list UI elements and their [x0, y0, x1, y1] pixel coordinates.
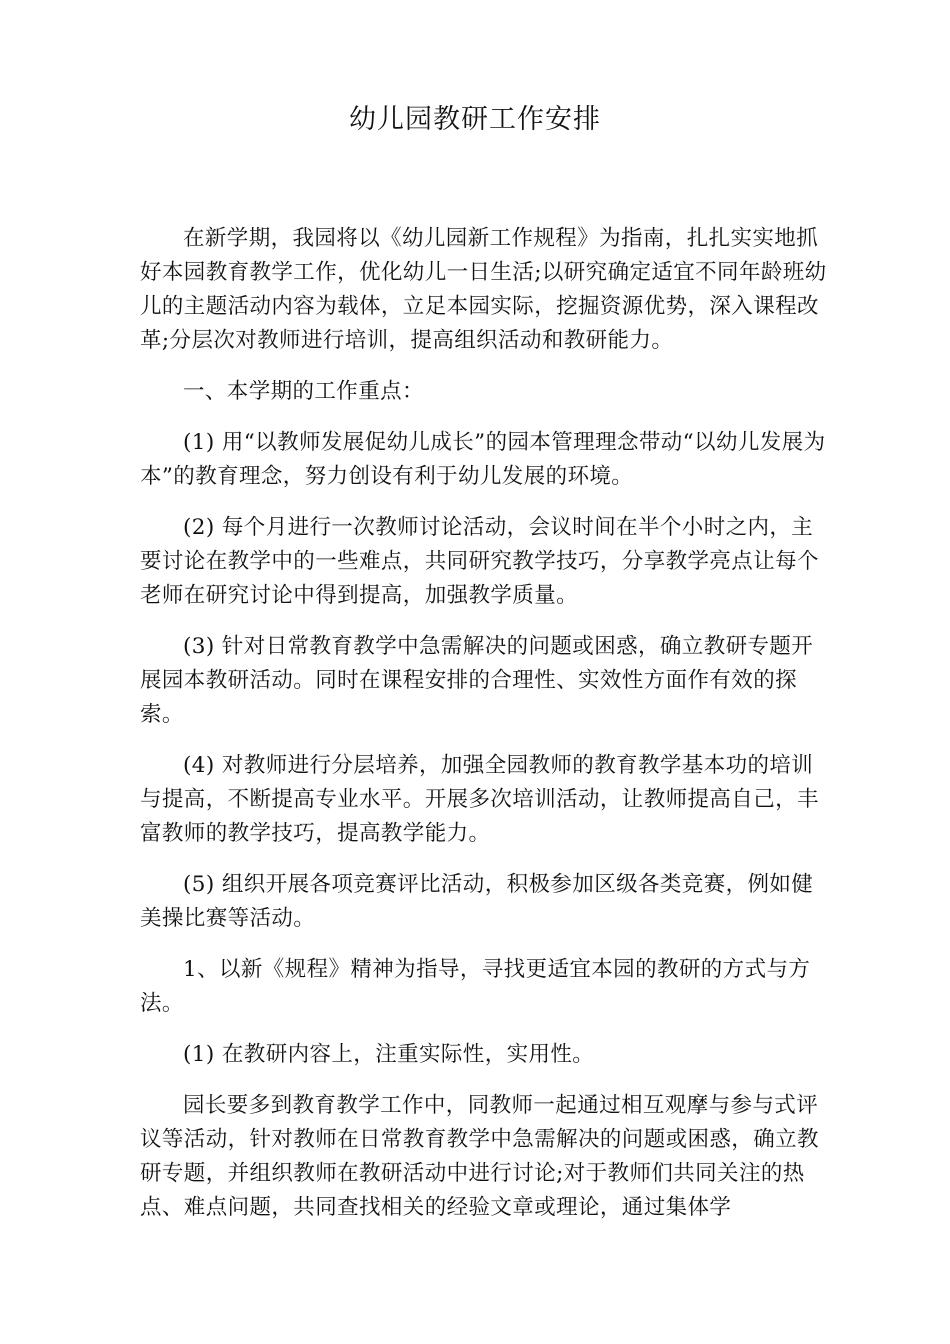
section-heading-1: 1、以新《规程》精神为指导，寻找更适宜本园的教研的方式与方法。	[140, 957, 811, 1016]
section-heading-work-focus: 一、本学期的工作重点：	[183, 379, 424, 404]
page-title: 幼儿园教研工作安排	[349, 104, 601, 135]
paragraph-item-2: (2) 每个月进行一次教师讨论活动，会议时间在半个小时之内，主要讨论在教学中的一些难点，共同研究教学技巧，分享教学亮点让每个老师在研究讨论中得到提高，加强教学质量。	[140, 515, 819, 608]
paragraph-intro: 在新学期，我园将以《幼儿园新工作规程》为指南，扎扎实实地抓好本园教育教学工作，优化幼儿一日生活;以研究确定适宜不同年龄班幼儿的主题活动内容为载体，立足本园实际，挖掘资源优势，深入课程改革;分层次对教师进行培训，提高组织活动和教研能力。	[140, 226, 827, 353]
paragraph-subitem-1: (1) 在教研内容上，注重实际性，实用性。	[183, 1042, 595, 1067]
paragraph-item-4: (4) 对教师进行分层培养，加强全园教师的教育教学基本功的培训与提高，不断提高专业水平。开展多次培训活动，让教师提高自己，丰富教师的教学技巧，提高教学能力。	[140, 753, 819, 846]
document-body	[140, 222, 830, 1242]
paragraph-item-1: (1) 用“以教师发展促幼儿成长”的园本管理理念带动“以幼儿发展为本”的教育理念，努力创设有利于幼儿发展的环境。	[140, 430, 826, 489]
paragraph-item-3: (3) 针对日常教育教学中急需解决的问题或困惑，确立教研专题开展园本教研活动。同时在课程安排的合理性、实效性方面作有效的探索。	[140, 634, 814, 727]
paragraph-item-5: (5) 组织开展各项竞赛评比活动，积极参加区级各类竞赛，例如健美操比赛等活动。	[140, 872, 814, 931]
paragraph-principal: 园长要多到教育教学工作中，同教师一起通过相互观摩与参与式评议等活动，针对教师在日常教育教学中急需解决的问题或困惑，确立教研专题，并组织教师在教研活动中进行讨论;对于教师们共同关注的热点、难点问题，共同查找相关的经验文章或理论，通过集体学	[140, 1093, 819, 1220]
